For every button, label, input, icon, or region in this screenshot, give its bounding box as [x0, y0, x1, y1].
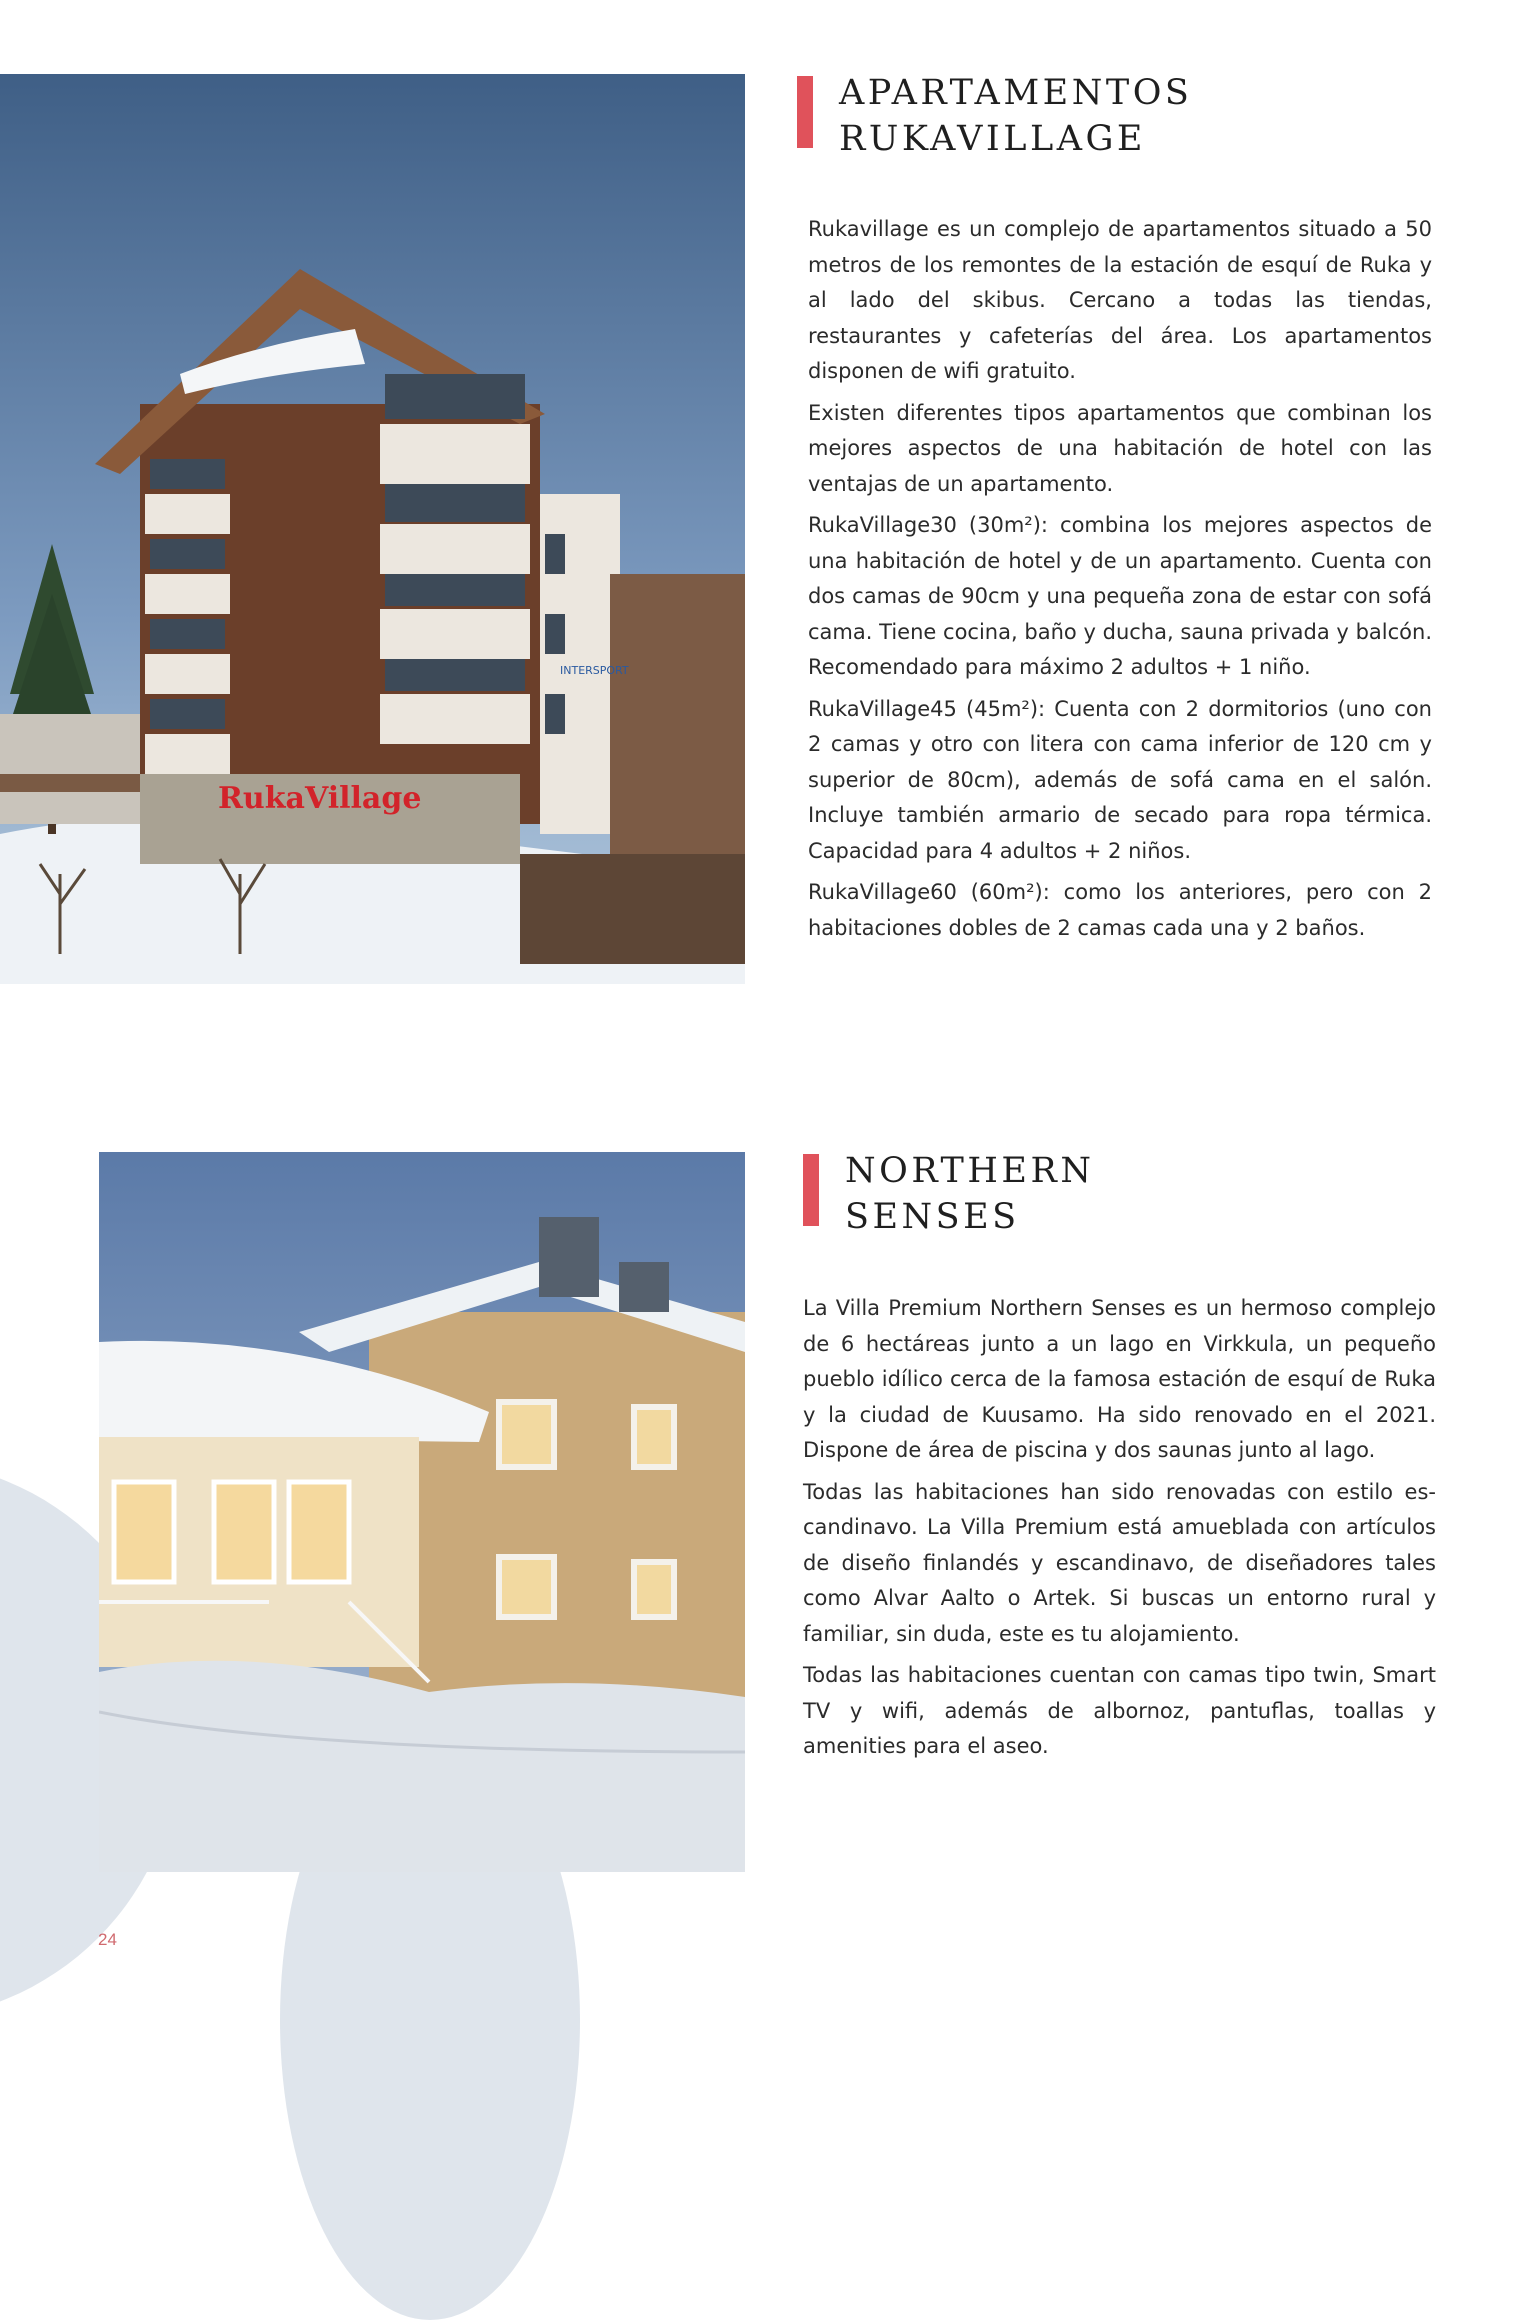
accent-bar	[803, 1154, 819, 1226]
section-rukavillage-heading	[797, 73, 1197, 159]
intersport-sign: INTERSPORT	[560, 664, 629, 677]
page-number: 24	[98, 1930, 117, 1949]
title-line: NORTHERN	[845, 1151, 1095, 1191]
accent-bar	[797, 76, 813, 148]
title-line: APARTAMENTOS	[839, 73, 1193, 113]
title-line: RUKAVILLAGE	[839, 119, 1146, 159]
rukavillage-description	[808, 212, 1432, 952]
paragraph: Rukavillage es un complejo de apartamentos situado a 50 metros de los remontes de la estación de esquí de Ruka y al lado del skibus. Cercano a todas las tiendas, restaurantes y cafeterías del área. Los apartamentos disponen de wifi gratuito.	[808, 217, 1432, 383]
rukavillage-sign: RukaVillage	[218, 781, 422, 816]
paragraph: Todas las habitaciones cuentan con camas tipo twin, Smart TV y wifi, además de albornoz, pantuflas, toallas y amenities para el aseo.	[803, 1663, 1436, 1758]
paragraph: RukaVillage60 (60m²): como los anteriores, pero con 2 habitaciones dobles de 2 camas cada una y 2 baños.	[808, 880, 1432, 940]
section-title	[839, 70, 1192, 162]
paragraph: Todas las habitaciones han sido renovadas con estilo escandinavo. La Villa Premium está amueblada con artículos de diseño finlandés y escandinavo, de diseñadores tales como Alvar Aalto o Artek. Si buscas un entorno rural y familiar, sin duda, este es tu alojamiento.	[803, 1479, 1436, 1646]
section-northern-senses-heading	[803, 1151, 1163, 1237]
northern-senses-description	[803, 1291, 1436, 1771]
paragraph: RukaVillage30 (30m²): combina los mejores aspectos de una habitación de hotel y de un apartamento. Cuenta con dos camas de 90cm y una pequeña zona de estar con sofá cama. Tiene cocina, baño y ducha, sauna privada y balcón. Recomendado para máximo 2 adultos + 1 niño.	[808, 513, 1432, 679]
section-title	[845, 1148, 1094, 1240]
paragraph: RukaVillage45 (45m²): Cuenta con 2 dormitorios (uno con 2 camas y otro con litera con cama inferior de 120 cm y superior de 80cm), además de sofá cama en el salón. Incluye también armario de secado para ropa térmica. Capacidad para 4 adultos + 2 niños.	[808, 696, 1432, 863]
northern-senses-photo	[99, 1152, 745, 1872]
paragraph: La Villa Premium Northern Senses es un hermoso complejo de 6 hectáreas junto a un lago en Virkkula, un pequeño pueblo idílico cerca de la famosa estación de esquí de Ruka y la ciudad de Kuusamo. Ha sido renovado en el 2021. Dispone de área de piscina y dos saunas junto al lago.	[803, 1296, 1436, 1462]
title-line: SENSES	[845, 1197, 1020, 1237]
paragraph: Existen diferentes tipos apartamentos que combinan los mejores aspectos de una habitación de hotel con las ventajas de un apartamento.	[808, 400, 1432, 496]
rukavillage-photo	[0, 74, 745, 984]
